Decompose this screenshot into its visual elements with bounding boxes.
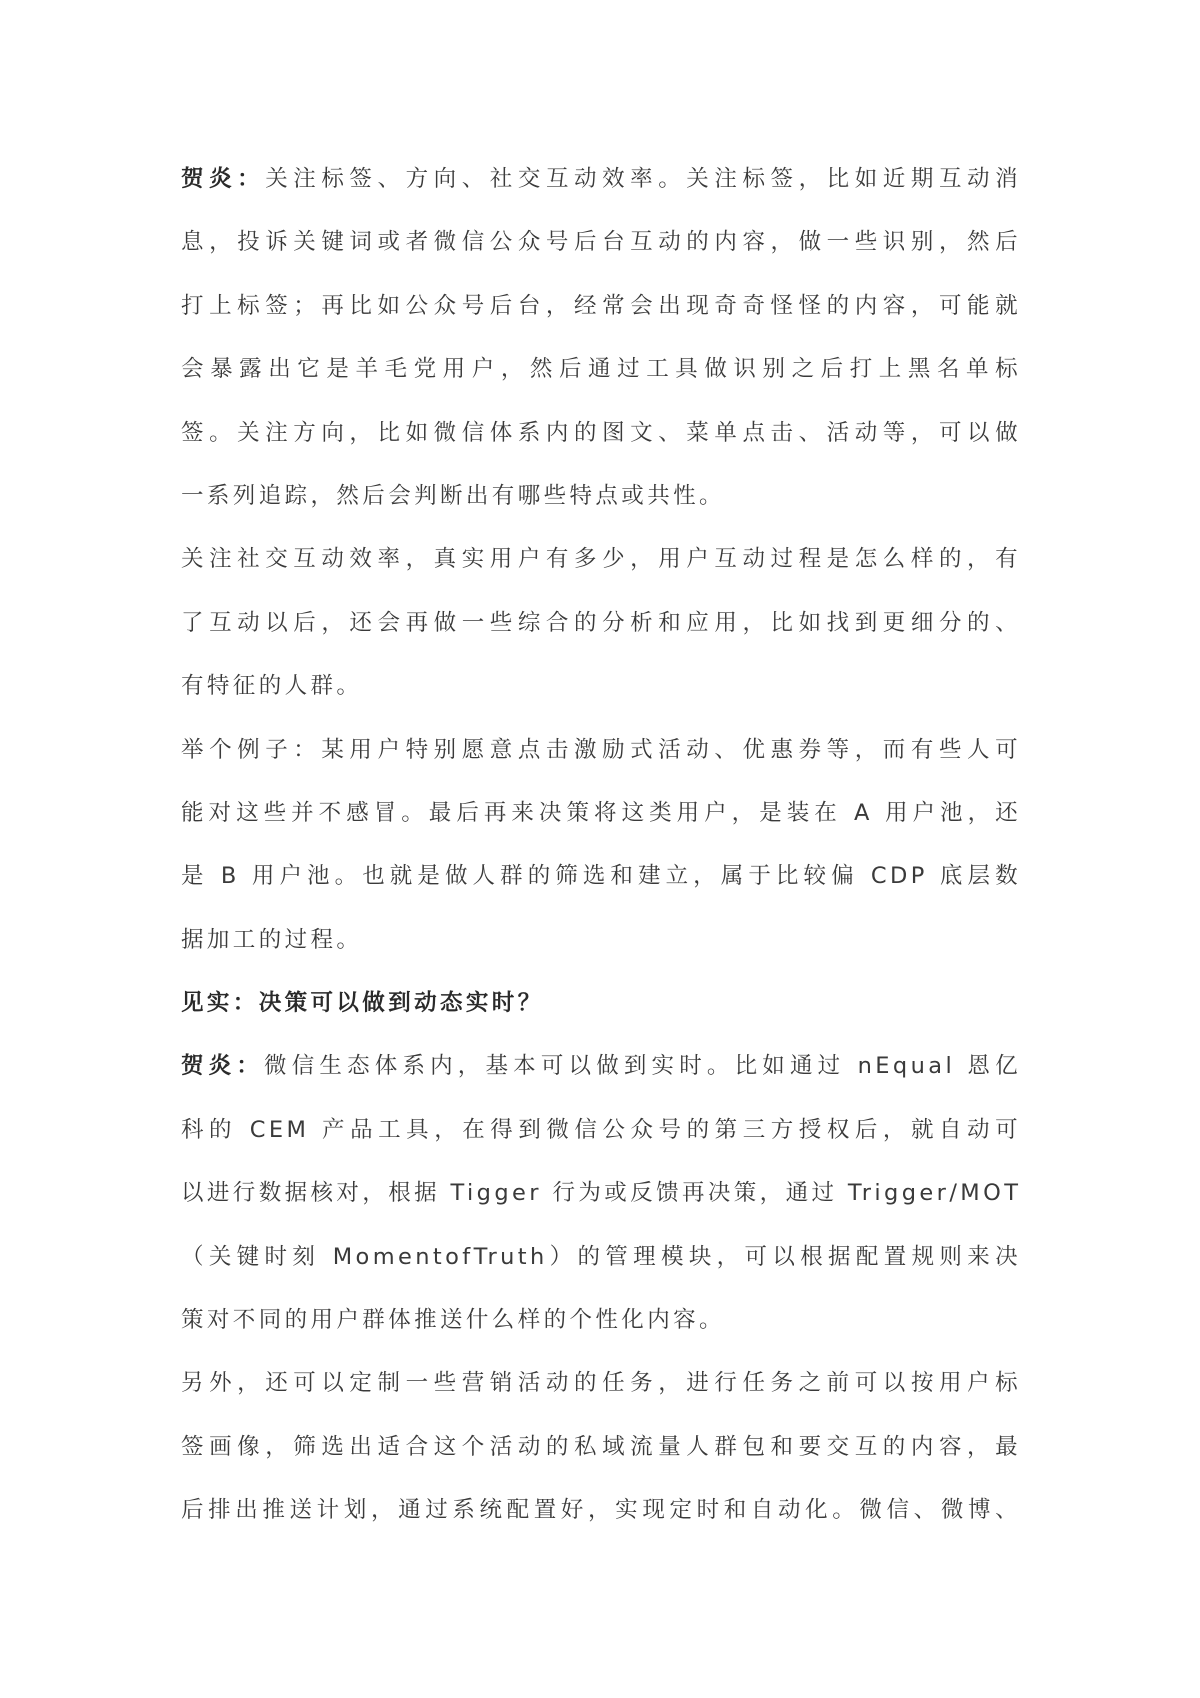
answer-paragraph-1 <box>181 148 1021 528</box>
paragraph-line: 有特征的人群。 <box>181 673 363 700</box>
paragraph-line: 签画像，筛选出适合这个活动的私域流量人群包和要交互的内容，最 <box>181 1433 1021 1460</box>
paragraph-line: 是 B 用户池。也就是做人群的筛选和建立，属于比较偏 CDP 底层数 <box>181 863 1021 890</box>
paragraph-line: 能对这些并不感冒。最后再来决策将这类用户，是装在 A 用户池，还 <box>181 799 1021 826</box>
paragraph-line: （关键时刻 MomentofTruth）的管理模块，可以根据配置规则来决 <box>181 1243 1021 1270</box>
question-line: 见实：决策可以做到动态实时？ <box>181 990 544 1017</box>
paragraph-6 <box>181 1352 1021 1542</box>
paragraph-line: 策对不同的用户群体推送什么样的个性化内容。 <box>181 1307 725 1334</box>
paragraph-line: 科的 CEM 产品工具，在得到微信公众号的第三方授权后，就自动可 <box>181 1116 1021 1143</box>
paragraph-line: 了互动以后，还会再做一些综合的分析和应用，比如找到更细分的、 <box>181 609 1021 636</box>
paragraph-line: 息，投诉关键词或者微信公众号后台互动的内容，做一些识别，然后 <box>181 229 1021 256</box>
paragraph-line: 打上标签；再比如公众号后台，经常会出现奇奇怪怪的内容，可能就 <box>181 292 1021 319</box>
question-heading <box>181 972 1021 1035</box>
document-body <box>181 148 1021 1543</box>
paragraph-line: 后排出推送计划，通过系统配置好，实现定时和自动化。微信、微博、 <box>181 1497 1021 1524</box>
paragraph-line: 关注社交互动效率，真实用户有多少，用户互动过程是怎么样的，有 <box>181 546 1021 573</box>
answer-paragraph-2 <box>181 1035 1021 1352</box>
paragraph-line: 另外，还可以定制一些营销活动的任务，进行任务之前可以按用户标 <box>181 1370 1021 1397</box>
paragraph-line: 举个例子：某用户特别愿意点击激励式活动、优惠券等，而有些人可 <box>181 736 1021 763</box>
paragraph-3 <box>181 719 1021 973</box>
speaker-label: 贺炎： <box>181 166 266 192</box>
paragraph-2 <box>181 528 1021 718</box>
paragraph-line: 贺炎：微信生态体系内，基本可以做到实时。比如通过 nEqual 恩亿 <box>181 1053 1022 1080</box>
speaker-label: 贺炎： <box>181 1053 265 1080</box>
paragraph-line: 以进行数据核对，根据 Tigger 行为或反馈再决策，通过 Trigger/MOT <box>181 1180 1022 1207</box>
paragraph-line: 会暴露出它是羊毛党用户，然后通过工具做识别之后打上黑名单标 <box>181 356 1021 383</box>
paragraph-line: 据加工的过程。 <box>181 926 363 953</box>
paragraph-line: 一系列追踪，然后会判断出有哪些特点或共性。 <box>181 482 725 509</box>
paragraph-line: 贺炎：关注标签、方向、社交互动效率。关注标签，比如近期互动消 <box>181 166 1021 192</box>
paragraph-line: 签。关注方向，比如微信体系内的图文、菜单点击、活动等，可以做 <box>181 419 1021 446</box>
